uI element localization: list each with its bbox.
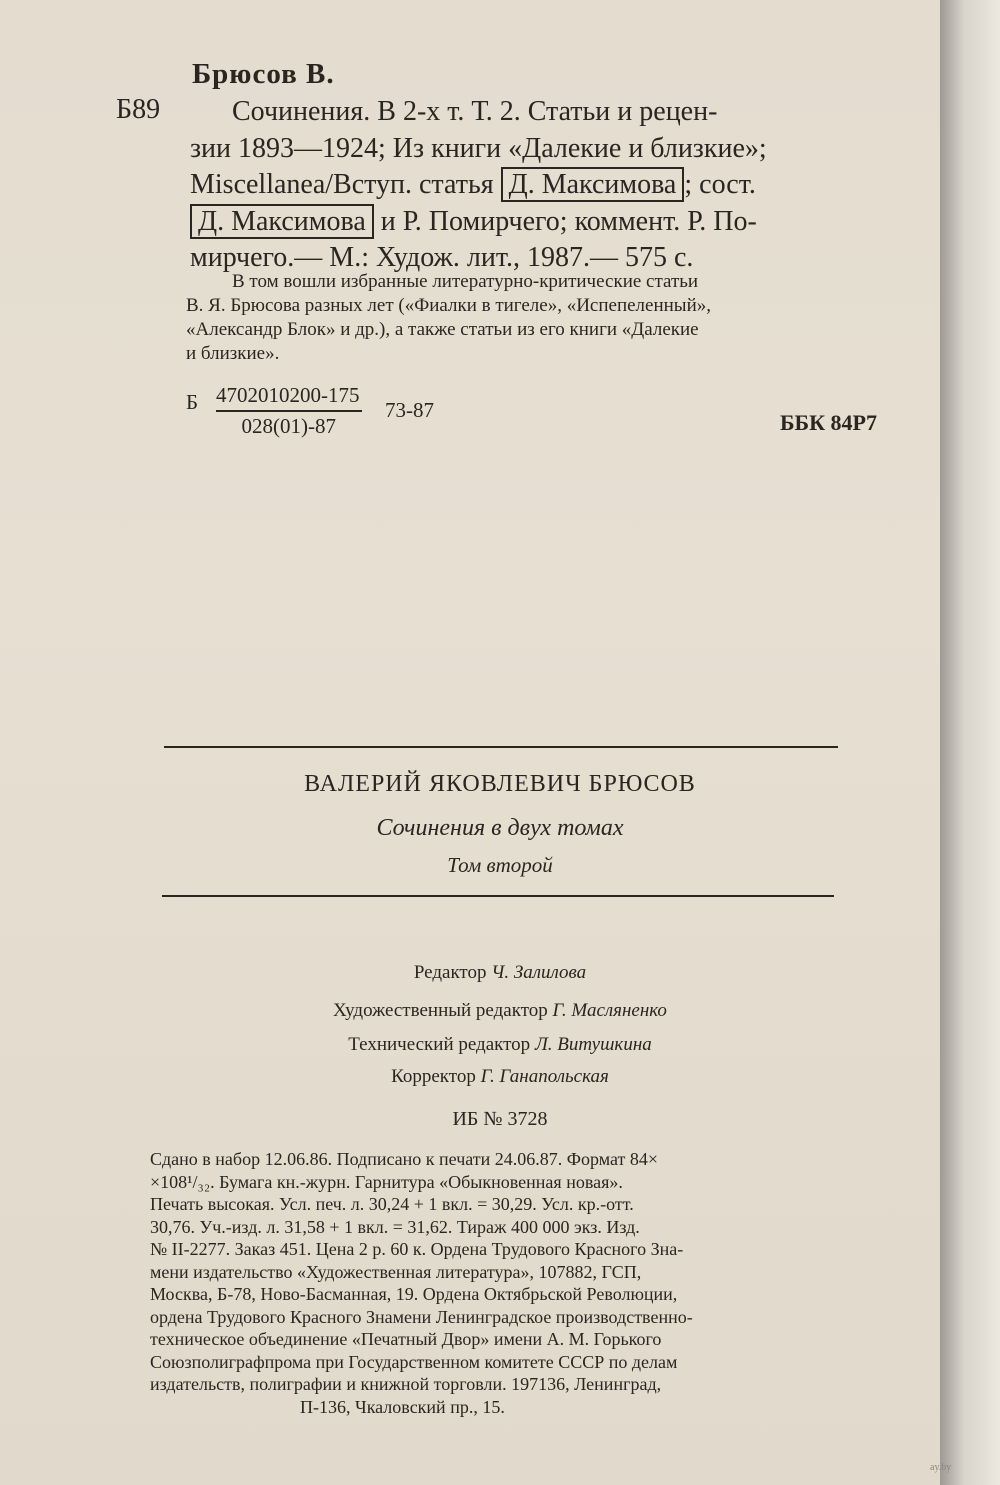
- imprint-line: Москва, Б-78, Ново-Басманная, 19. Ордена Октябрьской Революции,: [150, 1284, 678, 1304]
- imprint-line: мени издательство «Художественная литература», 107882, ГСП,: [150, 1261, 642, 1282]
- fraction-suffix: 73-87: [385, 398, 434, 422]
- credit-name: Г. Масляненко: [552, 1000, 667, 1021]
- entry-text: ; сост.: [684, 169, 756, 200]
- entry-text: и Р. Помирчего; коммент. Р. По-: [380, 205, 757, 237]
- imprint-line: Печать высокая. Усл. печ. л. 30,24 + 1 вкл. = 30,29. Усл. кр.-отт.: [150, 1194, 634, 1214]
- entry-line: мирчего.— М.: Худож. лит., 1987.— 575 с.: [190, 242, 694, 273]
- watermark: ay.by: [930, 1462, 952, 1473]
- annotation-line: В. Я. Брюсова разных лет («Фиалки в тигеле», «Испепеленный»,: [186, 295, 711, 316]
- credit-line: [0, 1034, 1000, 1056]
- credit-role: Художественный редактор: [333, 1000, 548, 1021]
- credit-role: Корректор: [391, 1066, 476, 1087]
- imprint-line: издательств, полиграфии и книжной торговли. 197136, Ленинград,: [150, 1374, 662, 1394]
- page-edge: [940, 0, 1000, 1485]
- divider-bottom: [162, 895, 834, 897]
- annotation-line: и близкие».: [186, 343, 280, 364]
- imprint-line: № II-2277. Заказ 451. Цена 2 р. 60 к. Ордена Трудового Красного Зна-: [150, 1239, 684, 1259]
- imprint-line: П-136, Чкаловский пр., 15.: [300, 1396, 505, 1417]
- credit-line: [0, 962, 1000, 984]
- divider-top: [164, 746, 838, 748]
- credit-name: Л. Витушкина: [534, 1034, 652, 1055]
- credit-role: Технический редактор: [348, 1034, 531, 1055]
- credit-name: Ч. Залилова: [491, 962, 587, 983]
- boxed-name: Д. Максимова: [190, 204, 374, 239]
- imprint-line: ордена Трудового Красного Знамени Ленинградское производственно-: [150, 1306, 693, 1327]
- credit-name: Г. Ганапольская: [480, 1066, 609, 1087]
- entry-line: [190, 204, 912, 241]
- annotation-line: «Александр Блок» и др.), а также статьи из его книги «Далекие: [186, 319, 699, 340]
- imprint-line: Сдано в набор 12.06.86. Подписано к печати 24.06.87. Формат 84×: [150, 1149, 659, 1169]
- entry-line: зии 1893—1924; Из книги «Далекие и близкие»;: [190, 132, 767, 164]
- imprint-line: техническое объединение «Печатный Двор» имени А. М. Горького: [150, 1329, 662, 1349]
- entry-line: [190, 167, 912, 204]
- credit-role: Редактор: [413, 962, 487, 983]
- imprint-line: 30,76. Уч.-изд. л. 31,58 + 1 вкл. = 31,62. Тираж 400 000 экз. Изд.: [150, 1216, 640, 1237]
- imprint-line: ×108¹/₃₂. Бумага кн.-журн. Гарнитура «Обыкновенная новая».: [150, 1171, 623, 1192]
- catalog-author: Брюсов В.: [192, 58, 335, 90]
- index-fraction: [216, 383, 362, 439]
- b-letter: Б: [186, 390, 199, 414]
- fraction-numerator: 4702010200-175: [216, 383, 362, 412]
- catalog-code: Б89: [116, 94, 161, 125]
- entry-text: Miscellanea/Вступ. статья: [190, 169, 494, 200]
- imprint-line: Союзполиграфпрома при Государственном комитете СССР по делам: [150, 1351, 678, 1372]
- ib-number: ИБ № 3728: [452, 1108, 548, 1130]
- bbk-code: ББК 84Р7: [780, 410, 877, 435]
- annotation: [186, 270, 876, 366]
- entry-line: Сочинения. В 2-х т. Т. 2. Статьи и рецен-: [232, 96, 718, 127]
- book-title: Сочинения в двух томах: [376, 815, 624, 841]
- credit-line: [0, 1066, 1000, 1088]
- volume-label: Том второй: [447, 853, 553, 877]
- author-full-name: ВАЛЕРИЙ ЯКОВЛЕВИЧ БРЮСОВ: [304, 771, 696, 797]
- annotation-line: В том вошли избранные литературно-критические статьи: [232, 271, 699, 292]
- credit-line: [0, 1000, 1000, 1022]
- imprint: [150, 1148, 840, 1418]
- boxed-name: Д. Максимова: [501, 167, 685, 202]
- catalog-entry: [190, 94, 912, 277]
- fraction-denominator: 028(01)-87: [241, 414, 336, 438]
